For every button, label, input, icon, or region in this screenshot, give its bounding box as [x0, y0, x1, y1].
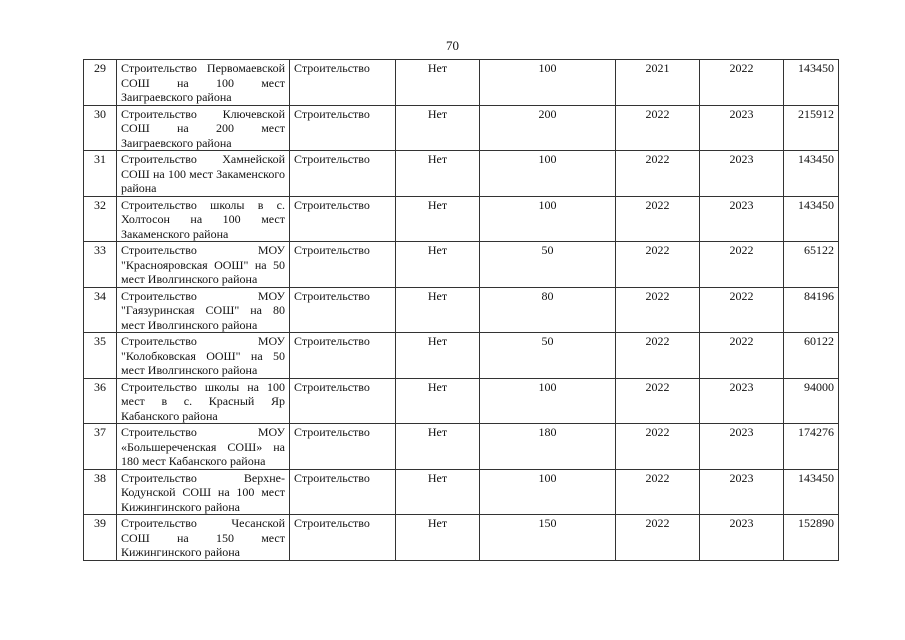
- object-name-cell: Строительство МОУ "Гаязуринская СОШ" на 80 мест Иволгинского района: [117, 287, 290, 333]
- table-row: [84, 424, 839, 470]
- sum-cell: 174276: [784, 424, 839, 470]
- work-type-cell: Строительство: [290, 287, 396, 333]
- year-end-cell: 2023: [700, 378, 784, 424]
- object-name-cell: Строительство школы на 100 мест в с. Красный Яр Кабанского района: [117, 378, 290, 424]
- capacity-cell: 100: [480, 151, 616, 197]
- flag-cell: Нет: [396, 378, 480, 424]
- work-type-cell: Строительство: [290, 333, 396, 379]
- table-row: [84, 242, 839, 288]
- row-number-cell: 32: [84, 196, 117, 242]
- capacity-cell: 50: [480, 242, 616, 288]
- flag-cell: Нет: [396, 151, 480, 197]
- year-end-cell: 2023: [700, 151, 784, 197]
- table-row: [84, 196, 839, 242]
- table-body: [84, 60, 839, 561]
- year-start-cell: 2022: [616, 469, 700, 515]
- sum-cell: 143450: [784, 469, 839, 515]
- year-end-cell: 2023: [700, 424, 784, 470]
- capacity-cell: 180: [480, 424, 616, 470]
- capacity-cell: 200: [480, 105, 616, 151]
- year-start-cell: 2022: [616, 378, 700, 424]
- capacity-cell: 100: [480, 60, 616, 106]
- row-number-cell: 37: [84, 424, 117, 470]
- object-name-cell: Строительство Первомаевской СОШ на 100 мест Заиграевского района: [117, 60, 290, 106]
- flag-cell: Нет: [396, 333, 480, 379]
- object-name-cell: Строительство школы в с. Холтосон на 100 мест Закаменского района: [117, 196, 290, 242]
- table-row: [84, 333, 839, 379]
- flag-cell: Нет: [396, 242, 480, 288]
- sum-cell: 65122: [784, 242, 839, 288]
- capacity-cell: 150: [480, 515, 616, 561]
- object-name-cell: Строительство Хамнейской СОШ на 100 мест Закаменского района: [117, 151, 290, 197]
- work-type-cell: Строительство: [290, 515, 396, 561]
- year-end-cell: 2023: [700, 196, 784, 242]
- work-type-cell: Строительство: [290, 196, 396, 242]
- capacity-cell: 80: [480, 287, 616, 333]
- year-start-cell: 2022: [616, 424, 700, 470]
- sum-cell: 143450: [784, 60, 839, 106]
- sum-cell: 94000: [784, 378, 839, 424]
- table-row: [84, 60, 839, 106]
- work-type-cell: Строительство: [290, 242, 396, 288]
- work-type-cell: Строительство: [290, 469, 396, 515]
- flag-cell: Нет: [396, 105, 480, 151]
- year-start-cell: 2022: [616, 151, 700, 197]
- sum-cell: 60122: [784, 333, 839, 379]
- year-start-cell: 2022: [616, 287, 700, 333]
- work-type-cell: Строительство: [290, 60, 396, 106]
- sum-cell: 215912: [784, 105, 839, 151]
- table-row: [84, 105, 839, 151]
- flag-cell: Нет: [396, 287, 480, 333]
- row-number-cell: 29: [84, 60, 117, 106]
- row-number-cell: 36: [84, 378, 117, 424]
- table-row: [84, 469, 839, 515]
- row-number-cell: 38: [84, 469, 117, 515]
- flag-cell: Нет: [396, 424, 480, 470]
- row-number-cell: 31: [84, 151, 117, 197]
- flag-cell: Нет: [396, 196, 480, 242]
- work-type-cell: Строительство: [290, 151, 396, 197]
- object-name-cell: Строительство МОУ "Краснояровская ООШ" на 50 мест Иволгинского района: [117, 242, 290, 288]
- year-end-cell: 2023: [700, 469, 784, 515]
- object-name-cell: Строительство МОУ "Колобковская ООШ" на 50 мест Иволгинского района: [117, 333, 290, 379]
- flag-cell: Нет: [396, 60, 480, 106]
- year-end-cell: 2022: [700, 242, 784, 288]
- object-name-cell: Строительство Верхне-Кодунской СОШ на 100 мест Кижингинского района: [117, 469, 290, 515]
- object-name-cell: Строительство Ключевской СОШ на 200 мест Заиграевского района: [117, 105, 290, 151]
- construction-table: [83, 59, 839, 561]
- table-row: [84, 515, 839, 561]
- year-start-cell: 2022: [616, 515, 700, 561]
- table-row: [84, 378, 839, 424]
- work-type-cell: Строительство: [290, 378, 396, 424]
- row-number-cell: 34: [84, 287, 117, 333]
- object-name-cell: Строительство Чесанской СОШ на 150 мест Кижингинского района: [117, 515, 290, 561]
- flag-cell: Нет: [396, 515, 480, 561]
- year-start-cell: 2021: [616, 60, 700, 106]
- year-start-cell: 2022: [616, 196, 700, 242]
- capacity-cell: 100: [480, 378, 616, 424]
- year-end-cell: 2023: [700, 105, 784, 151]
- row-number-cell: 33: [84, 242, 117, 288]
- year-start-cell: 2022: [616, 105, 700, 151]
- work-type-cell: Строительство: [290, 105, 396, 151]
- table-row: [84, 287, 839, 333]
- year-start-cell: 2022: [616, 242, 700, 288]
- year-end-cell: 2022: [700, 60, 784, 106]
- object-name-cell: Строительство МОУ «Большереченская СОШ» на 180 мест Кабанского района: [117, 424, 290, 470]
- sum-cell: 152890: [784, 515, 839, 561]
- year-end-cell: 2023: [700, 515, 784, 561]
- sum-cell: 143450: [784, 196, 839, 242]
- flag-cell: Нет: [396, 469, 480, 515]
- capacity-cell: 50: [480, 333, 616, 379]
- page-number: 70: [446, 38, 459, 53]
- sum-cell: 143450: [784, 151, 839, 197]
- year-end-cell: 2022: [700, 287, 784, 333]
- row-number-cell: 39: [84, 515, 117, 561]
- row-number-cell: 35: [84, 333, 117, 379]
- sum-cell: 84196: [784, 287, 839, 333]
- capacity-cell: 100: [480, 469, 616, 515]
- row-number-cell: 30: [84, 105, 117, 151]
- work-type-cell: Строительство: [290, 424, 396, 470]
- capacity-cell: 100: [480, 196, 616, 242]
- year-end-cell: 2022: [700, 333, 784, 379]
- table-row: [84, 151, 839, 197]
- year-start-cell: 2022: [616, 333, 700, 379]
